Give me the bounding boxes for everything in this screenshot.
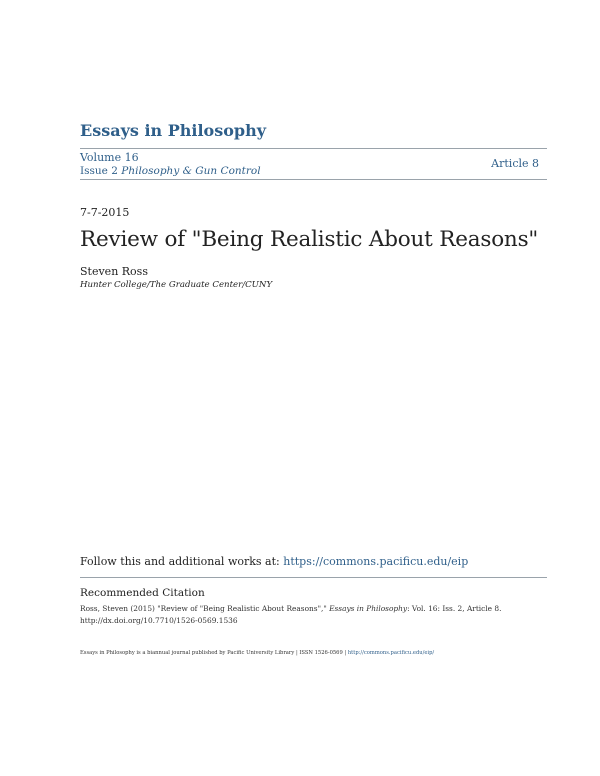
volume-link[interactable]: Volume 16 (80, 151, 139, 164)
follow-link[interactable]: https://commons.pacificu.edu/eip (283, 555, 469, 568)
article-number-link[interactable]: Article 8 (491, 157, 539, 170)
issue-name: Philosophy & Gun Control (121, 165, 261, 177)
citation-heading: Recommended Citation (80, 587, 205, 599)
footer-text: Essays in Philosophy is a biannual journal published by Pacific University Library | ISSN 1526-0569 | (80, 650, 347, 656)
author-name: Steven Ross (80, 265, 148, 278)
footer-link[interactable]: http://commons.pacificu.edu/eip/ (347, 650, 435, 656)
citation-text (80, 603, 528, 627)
footer-line (80, 650, 540, 656)
publication-date: 7-7-2015 (80, 206, 130, 219)
citation-suffix[interactable]: : Vol. 16: Iss. 2, Article 8. http://dx.doi.org/10.7710/1526-0569.1536 (80, 604, 502, 625)
follow-line (80, 555, 468, 568)
header-top-rule (80, 148, 547, 149)
citation-rule (80, 577, 547, 578)
issue-link[interactable] (80, 165, 261, 177)
author-affiliation: Hunter College/The Graduate Center/CUNY (80, 280, 273, 290)
citation-journal: Essays in Philosophy (329, 604, 408, 613)
journal-title: Essays in Philosophy (80, 121, 267, 140)
header-bottom-rule (80, 179, 547, 180)
follow-text: Follow this and additional works at: (80, 555, 280, 568)
issue-number: Issue 2 (80, 165, 118, 177)
citation-prefix: Ross, Steven (2015) "Review of "Being Realistic About Reasons"," (80, 604, 327, 613)
article-title: Review of "Being Realistic About Reasons" (80, 227, 539, 252)
